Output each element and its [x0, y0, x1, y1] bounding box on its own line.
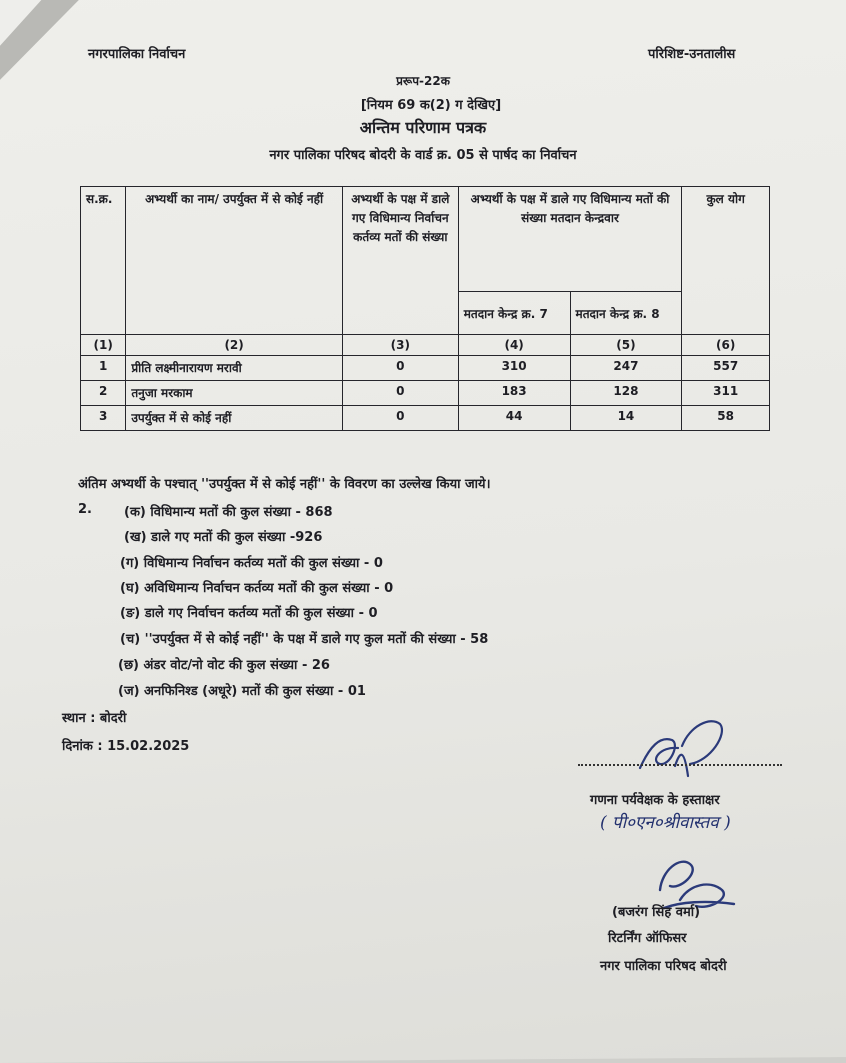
signature-line	[578, 764, 782, 766]
place: स्थान : बोदरी	[62, 711, 127, 726]
stat-item: (च) ''उपर्युक्त में से कोई नहीं'' के पक्ष में डाले गए कुल मतों की संख्या - 58	[120, 632, 489, 647]
cell-booth8: 247	[570, 356, 682, 381]
section-number: 2.	[78, 502, 92, 517]
col-number: (6)	[682, 335, 770, 356]
cell-name: उपर्युक्त में से कोई नहीं	[126, 406, 343, 431]
result-table	[80, 186, 770, 431]
col-number: (3)	[342, 335, 458, 356]
col-number: (5)	[570, 335, 682, 356]
stat-item: (क) विधिमान्य मतों की कुल संख्या - 868	[124, 505, 333, 520]
cell-booth7: 44	[458, 406, 570, 431]
cell-sno: 1	[81, 356, 126, 381]
col-number: (2)	[126, 335, 343, 356]
form-number: प्ररूप-22क	[396, 74, 450, 88]
supervisor-signature	[620, 706, 740, 786]
cell-sno: 3	[81, 406, 126, 431]
table-row	[81, 356, 770, 381]
column-number-row	[81, 335, 770, 356]
stat-item: (ग) विधिमान्य निर्वाचन कर्तव्य मतों की कुल संख्या - 0	[120, 556, 383, 571]
date: दिनांक : 15.02.2025	[62, 739, 190, 754]
header-right: परिशिष्ट-उनतालीस	[648, 47, 736, 62]
stat-item: (ख) डाले गए मतों की कुल संख्या -926	[124, 530, 323, 545]
th-booth-8: मतदान केन्द्र क्र. 8	[570, 292, 682, 335]
supervisor-handwritten-name: ( पी०एन०श्रीवास्तव )	[600, 813, 731, 833]
page-subtitle: नगर पालिका परिषद बोदरी के वार्ड क्र. 05 से पार्षद का निर्वाचन	[269, 148, 577, 163]
supervisor-signature-label: गणना पर्यवेक्षक के हस्ताक्षर	[590, 793, 720, 808]
cell-booth7: 310	[458, 356, 570, 381]
table-row	[81, 381, 770, 406]
th-booth-7: मतदान केन्द्र क्र. 7	[458, 292, 570, 335]
cell-postal: 0	[342, 381, 458, 406]
stat-item: (छ) अंडर वोट/नो वोट की कुल संख्या - 26	[118, 658, 330, 673]
cell-name: तनुजा मरकाम	[126, 381, 343, 406]
col-number: (1)	[81, 335, 126, 356]
cell-sno: 2	[81, 381, 126, 406]
th-serial: स.क्र.	[81, 187, 126, 335]
stat-item: (ज) अनफिनिश्ड (अधूरे) मतों की कुल संख्या - 01	[118, 684, 366, 699]
cell-booth8: 14	[570, 406, 682, 431]
stat-item: (ङ) डाले गए निर्वाचन कर्तव्य मतों की कुल संख्या - 0	[120, 606, 378, 621]
cell-total: 557	[682, 356, 770, 381]
th-total: कुल योग	[682, 187, 770, 335]
th-postal-votes: अभ्यर्थी के पक्ष में डाले गए विधिमान्य निर्वाचन कर्तव्य मतों की संख्या	[342, 187, 458, 335]
officer-designation: रिटर्निंग ऑफिसर	[608, 931, 687, 946]
table-note: अंतिम अभ्यर्थी के पश्चात् ''उपर्युक्त में से कोई नहीं'' के विवरण का उल्लेख किया जाये।	[78, 477, 491, 492]
cell-postal: 0	[342, 406, 458, 431]
cell-name: प्रीति लक्ष्मीनारायण मरावी	[126, 356, 343, 381]
cell-postal: 0	[342, 356, 458, 381]
officer-name: (बजरंग सिंह वर्मा)	[612, 905, 701, 920]
cell-booth7: 183	[458, 381, 570, 406]
officer-organization: नगर पालिका परिषद बोदरी	[600, 959, 727, 974]
th-candidate-name: अभ्यर्थी का नाम/ उपर्युक्त में से कोई नहीं	[126, 187, 343, 335]
col-number: (4)	[458, 335, 570, 356]
cell-total: 311	[682, 381, 770, 406]
cell-booth8: 128	[570, 381, 682, 406]
table-row	[81, 406, 770, 431]
cell-total: 58	[682, 406, 770, 431]
header-left: नगरपालिका निर्वाचन	[88, 47, 186, 62]
stat-item: (घ) अविधिमान्य निर्वाचन कर्तव्य मतों की कुल संख्या - 0	[120, 581, 394, 596]
page-title: अन्तिम परिणाम पत्रक	[359, 118, 487, 137]
rule-reference: [नियम 69 क(2) ग देखिए]	[360, 98, 502, 113]
th-booth-votes: अभ्यर्थी के पक्ष में डाले गए विधिमान्य मतों की संख्या मतदान केन्द्रवार	[458, 187, 682, 292]
